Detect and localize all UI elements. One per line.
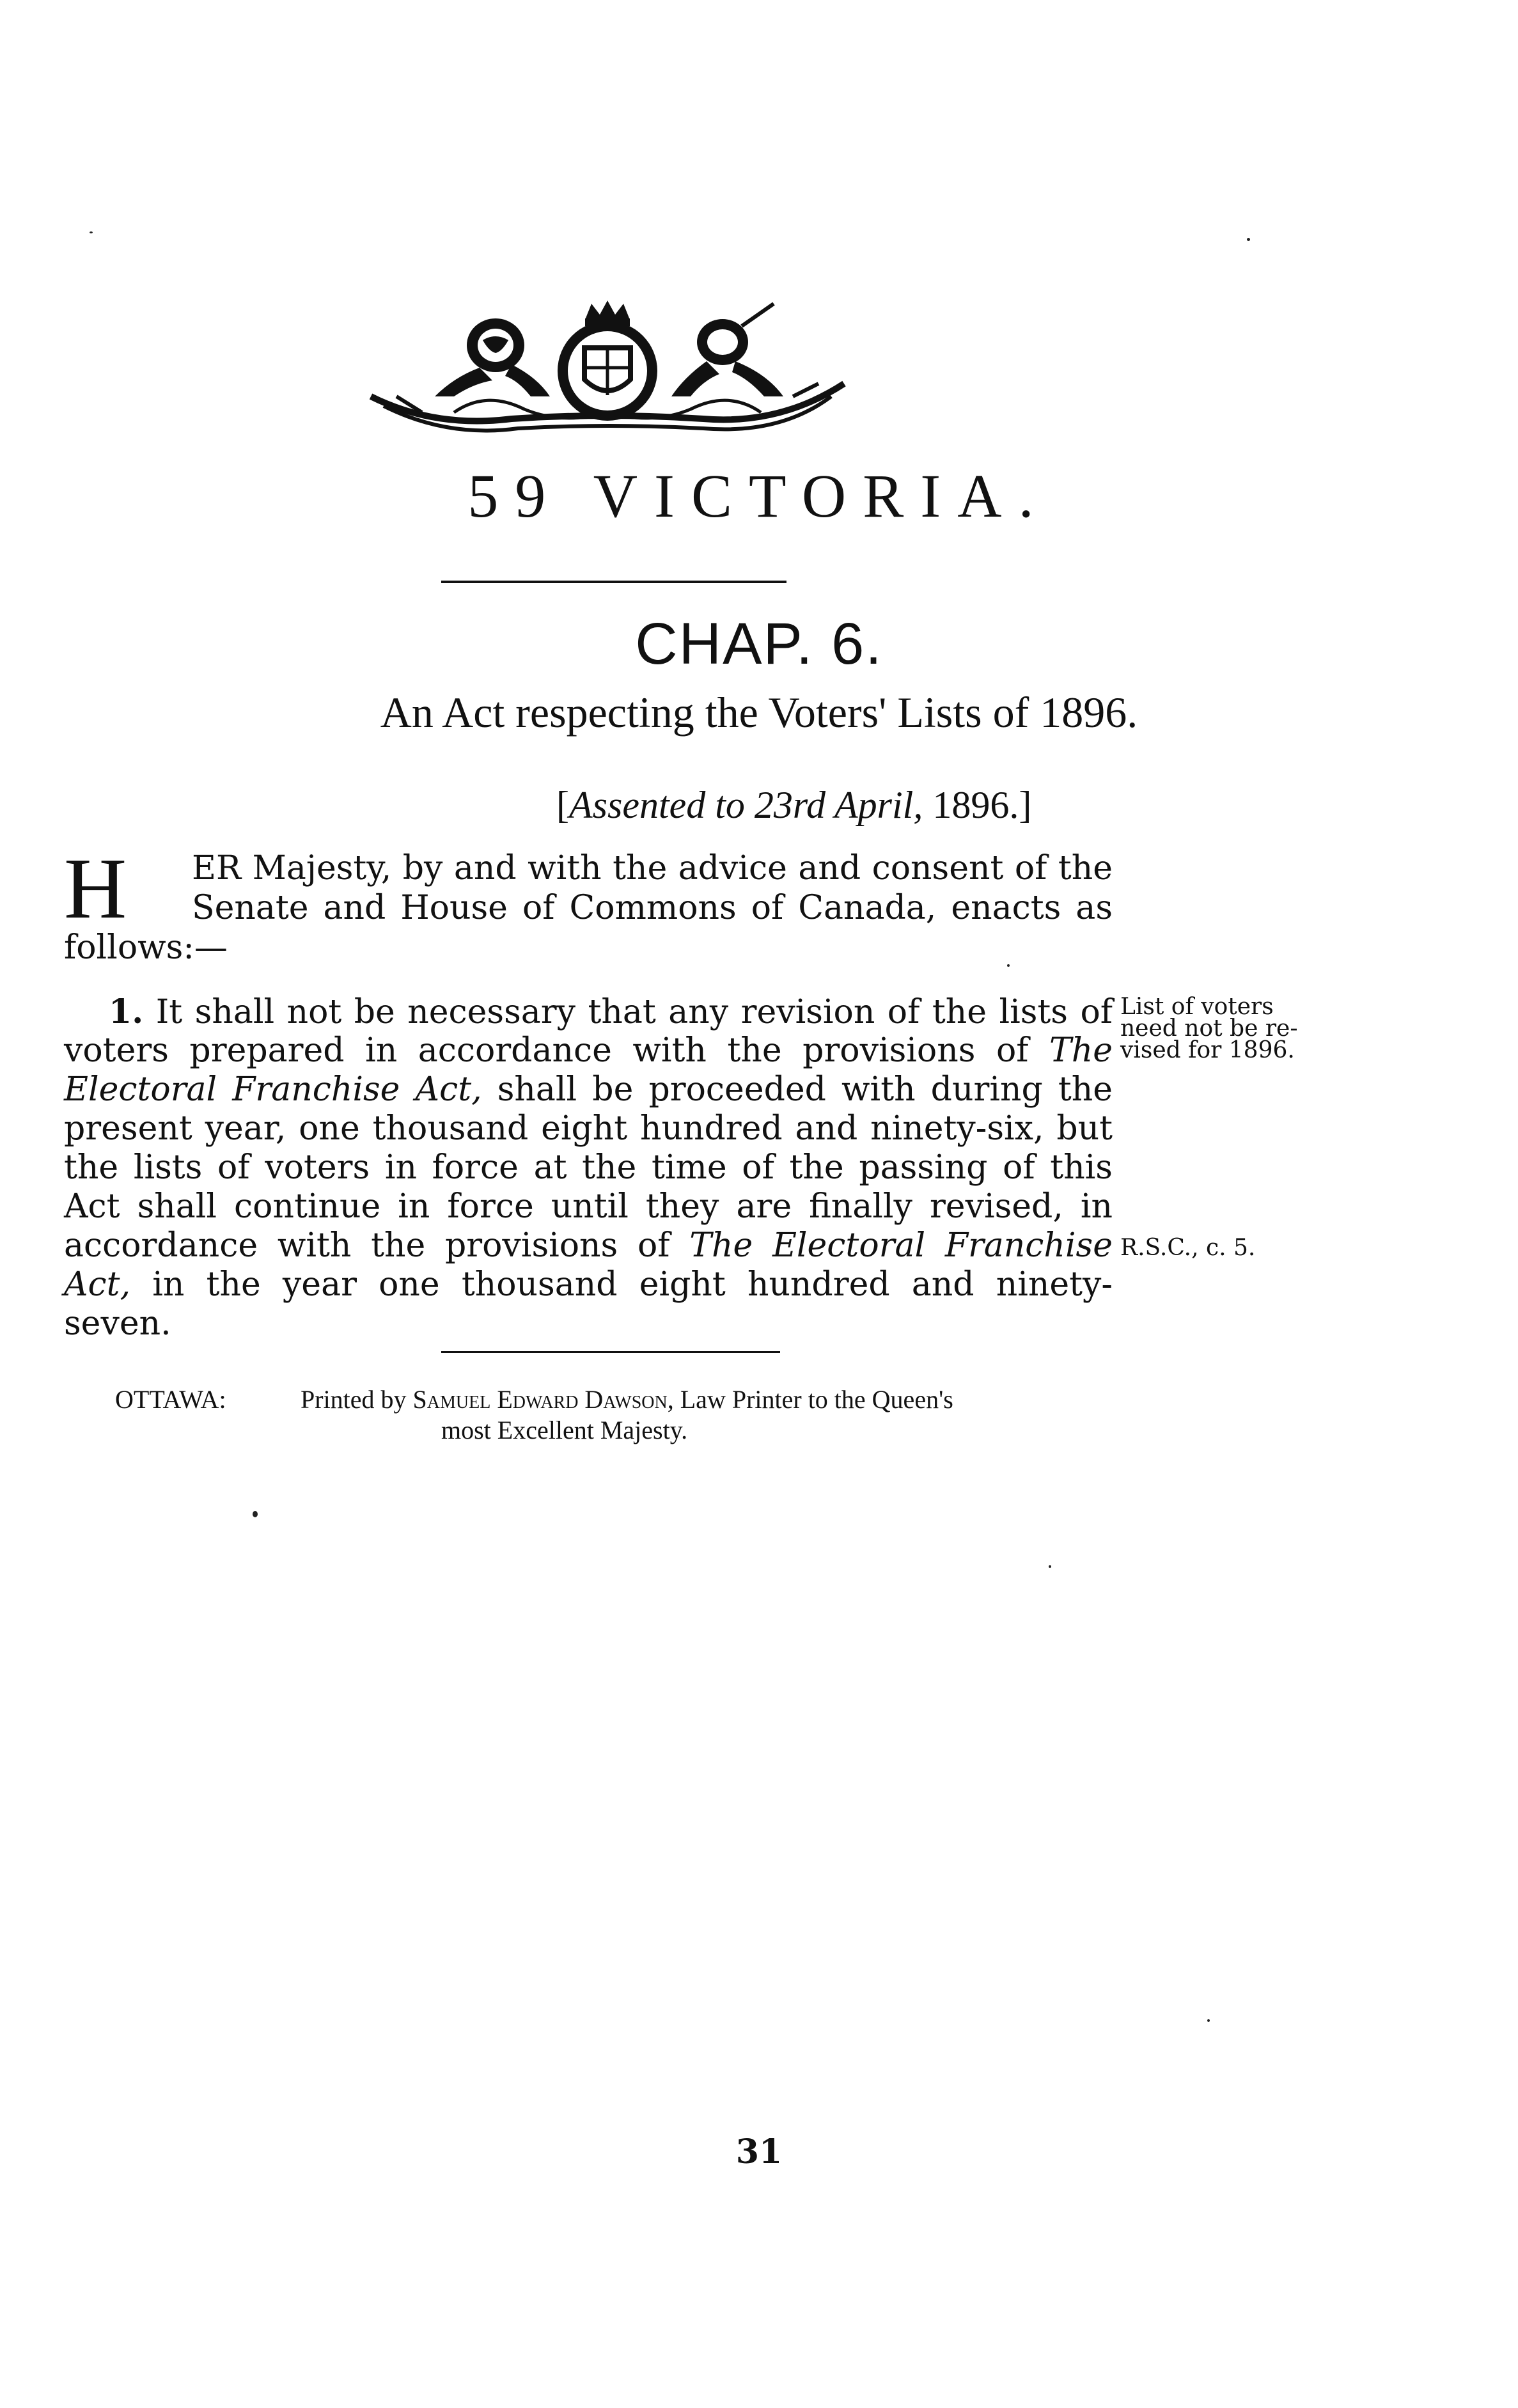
imprint-text: Law Printer to the Queen's — [673, 1385, 953, 1414]
imprint-text: Printed by — [301, 1385, 413, 1414]
assent-year: 1896.] — [923, 784, 1032, 826]
section-1-line — [64, 1031, 1113, 1070]
reign-heading: 59 VICTORIA. — [467, 462, 1051, 530]
section-1-line — [64, 1070, 1113, 1109]
divider-top — [441, 581, 786, 583]
imprint-place: OTTAWA: — [115, 1385, 226, 1414]
preamble-line: follows:— — [64, 928, 228, 967]
section-1-line — [109, 992, 1113, 1032]
section-1-text: voters prepared in accordance with the provisions of — [64, 1031, 1050, 1070]
section-1-text: shall be proceeded with during the — [481, 1070, 1113, 1109]
section-1-line: the lists of voters in force at the time of the passing of this — [64, 1148, 1113, 1187]
assent-open-bracket: [ — [556, 784, 569, 826]
imprint-line — [301, 1384, 1093, 1414]
margin-note-list-of-voters: List of voters need not be re-vised for 1896. — [1120, 994, 1298, 1063]
section-1-number: 1. — [109, 992, 144, 1031]
section-1-italic: Electoral Franchise Act, — [64, 1070, 482, 1109]
scan-speck — [1007, 964, 1010, 967]
section-1-text: accordance with the provisions of — [64, 1226, 690, 1265]
margin-note-statute-reference: R.S.C., c. 5. — [1120, 1235, 1256, 1261]
chapter-heading: CHAP. 6. — [635, 611, 883, 676]
section-1-italic: Act, — [64, 1265, 131, 1304]
section-1-italic: The — [1049, 1031, 1113, 1070]
section-1-italic: The Electoral Franchise — [689, 1226, 1113, 1265]
assent-italic-text: Assented to 23rd April, — [568, 784, 923, 826]
preamble-dropcap: H — [64, 841, 127, 937]
page-number: 31 — [735, 2132, 783, 2171]
scan-speck — [1049, 1565, 1051, 1568]
preamble-line: Senate and House of Commons of Canada, enacts as — [192, 889, 1113, 927]
preamble-line: ER Majesty, by and with the advice and consent of the — [192, 849, 1113, 887]
printer-name: Samuel Edward Dawson, — [412, 1385, 674, 1414]
scan-speck — [1247, 238, 1250, 241]
section-1-line — [64, 1265, 1113, 1343]
section-1-line: Act shall continue in force until they are finally revised, in — [64, 1187, 1113, 1226]
divider-bottom — [441, 1351, 780, 1353]
section-1-line: present year, one thousand eight hundred and ninety-six, but — [64, 1109, 1113, 1148]
assent-date — [556, 783, 1132, 827]
scan-speck — [90, 231, 93, 233]
section-1-line — [64, 1226, 1113, 1265]
section-1-text: in the year one thousand eight hundred and ninety-seven. — [64, 1265, 1113, 1343]
royal-coat-of-arms-icon — [358, 301, 857, 448]
act-title: An Act respecting the Voters' Lists of 1896. — [380, 688, 1138, 737]
scan-speck — [253, 1511, 258, 1517]
scan-speck — [1207, 2019, 1210, 2022]
imprint-line: most Excellent Majesty. — [441, 1416, 688, 1444]
section-1-text: It shall not be necessary that any revision of the lists of — [155, 993, 1113, 1031]
